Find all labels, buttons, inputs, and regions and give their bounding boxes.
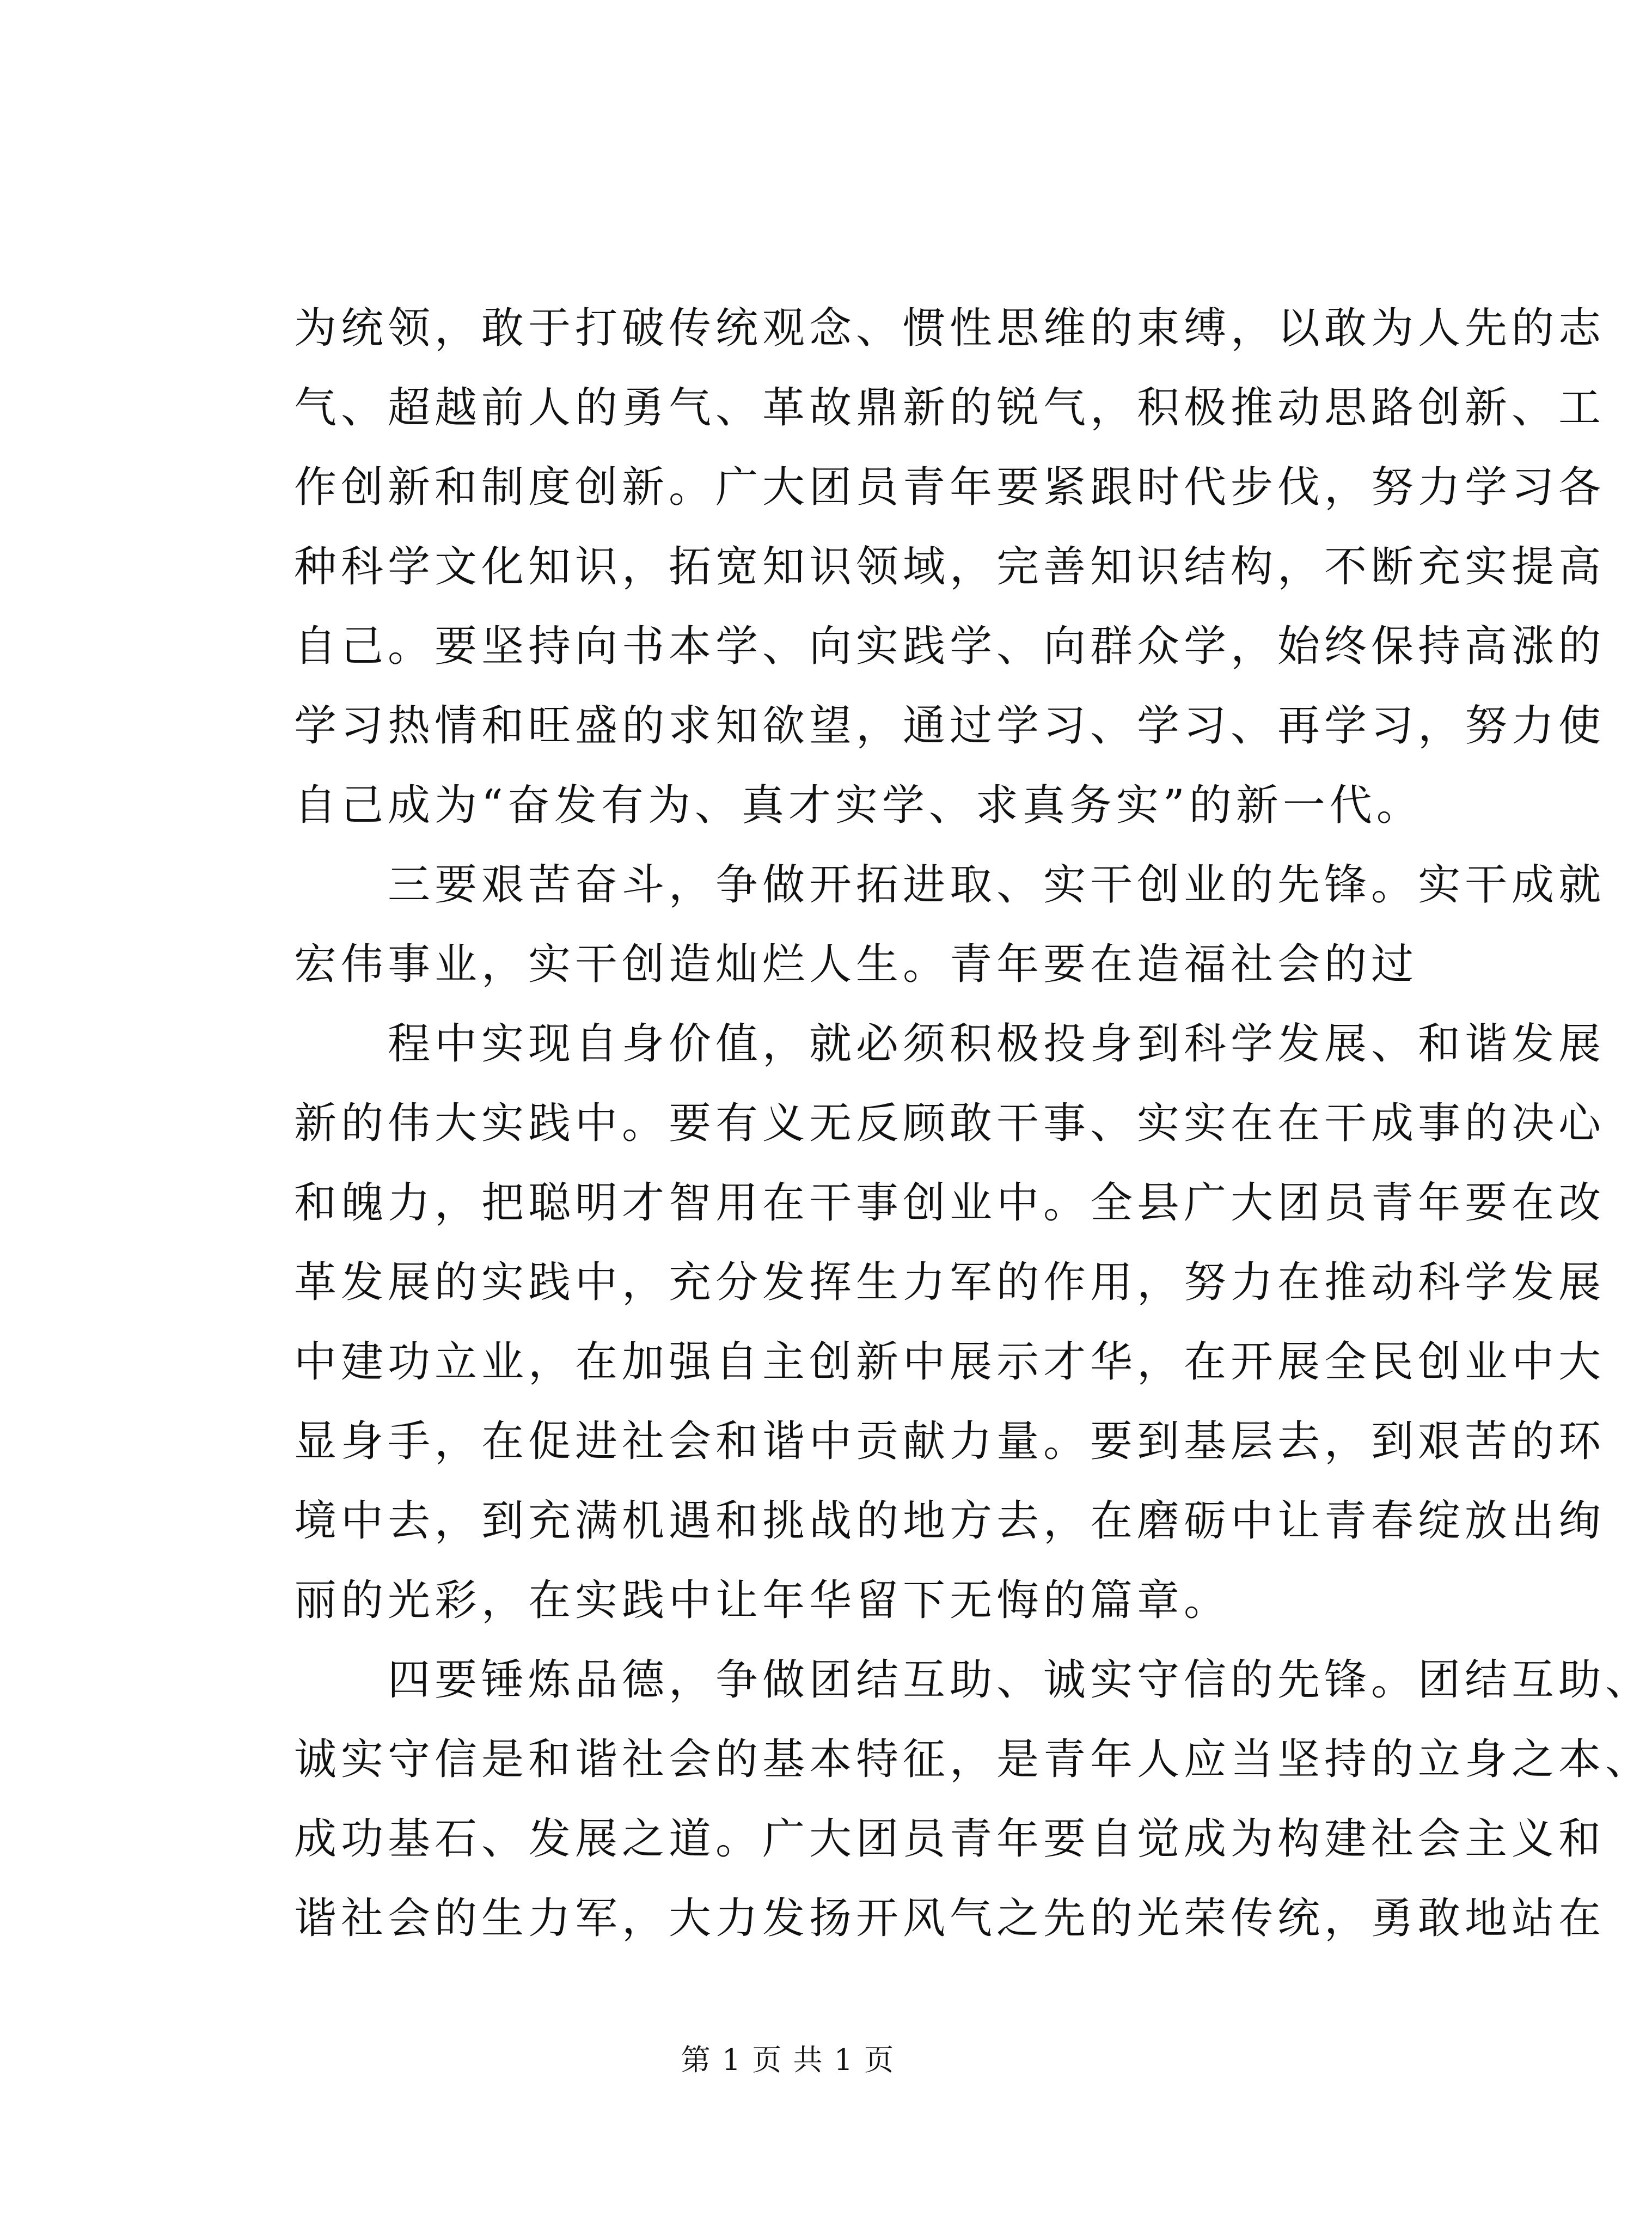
text-line: 和魄力，把聪明才智用在干事创业中。全县广大团员青年要在改 <box>294 1178 1606 1228</box>
text-line: 三要艰苦奋斗，争做开拓进取、实干创业的先锋。实干成就 <box>388 860 1606 909</box>
text-line: 中建功立业，在加强自主创新中展示才华，在开展全民创业中大 <box>294 1338 1606 1387</box>
text-line: 自己。要坚持向书本学、向实践学、向群众学，始终保持高涨的 <box>294 622 1606 671</box>
text-line: 自己成为“奋发有为、真才实学、求真务实”的新一代。 <box>294 781 1423 830</box>
text-line: 谐社会的生力军，大力发扬开风气之先的光荣传统，勇敢地站在 <box>294 1894 1606 1943</box>
text-line: 作创新和制度创新。广大团员青年要紧跟时代步伐，努力学习各 <box>294 463 1606 512</box>
text-line: 宏伟事业，实干创造灿烂人生。青年要在造福社会的过 <box>294 940 1418 989</box>
text-line: 诚实守信是和谐社会的基本特征，是青年人应当坚持的立身之本、 <box>294 1735 1652 1784</box>
text-line: 新的伟大实践中。要有义无反顾敢干事、实实在在干成事的决心 <box>294 1099 1606 1148</box>
text-line: 四要锤炼品德，争做团结互助、诚实守信的先锋。团结互助、 <box>388 1656 1652 1705</box>
document-body <box>294 289 1652 1958</box>
text-line: 丽的光彩，在实践中让年华留下无悔的篇章。 <box>294 1576 1231 1625</box>
text-line: 程中实现自身价值，就必须积极投身到科学发展、和谐发展 <box>388 1019 1606 1068</box>
text-line: 种科学文化知识，拓宽知识领域，完善知识结构，不断充实提高 <box>294 542 1606 591</box>
text-line: 境中去，到充满机遇和挑战的地方去，在磨砺中让青春绽放出绚 <box>294 1497 1606 1546</box>
page-footer: 第 1 页 共 1 页 <box>681 2043 895 2077</box>
text-line: 学习热情和旺盛的求知欲望，通过学习、学习、再学习，努力使 <box>294 701 1606 750</box>
text-line: 为统领，敢于打破传统观念、惯性思维的束缚，以敢为人先的志 <box>294 304 1606 353</box>
text-line: 显身手，在促进社会和谐中贡献力量。要到基层去，到艰苦的环 <box>294 1417 1606 1466</box>
text-line: 成功基石、发展之道。广大团员青年要自觉成为构建社会主义和 <box>294 1815 1606 1864</box>
text-line: 革发展的实践中，充分发挥生力军的作用，努力在推动科学发展 <box>294 1258 1606 1307</box>
text-line: 气、超越前人的勇气、革故鼎新的锐气，积极推动思路创新、工 <box>294 383 1606 432</box>
